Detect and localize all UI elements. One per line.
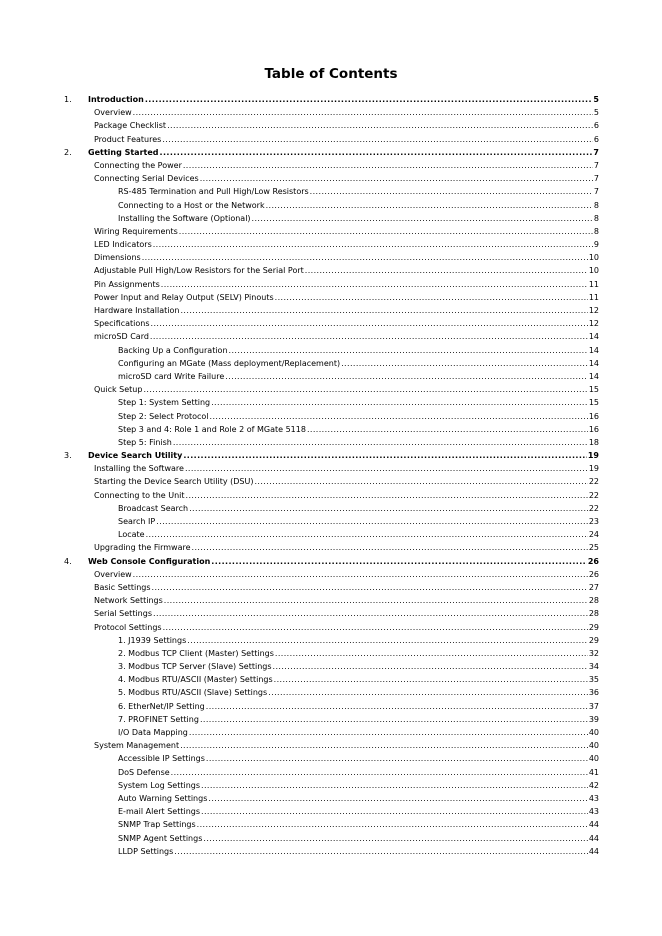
toc-entry-line (118, 396, 599, 409)
toc-entry-label: Hardware Installation (94, 306, 180, 315)
toc-entry-line (94, 291, 599, 304)
toc-page-number: 14 (588, 358, 599, 368)
toc-entry-line (118, 423, 599, 436)
toc-page-number: 6 (593, 134, 599, 144)
toc-page-number: 11 (588, 292, 599, 302)
toc-entry-label: microSD Card (94, 332, 149, 342)
toc-page-number: 27 (588, 582, 599, 592)
toc-entry-label: Backing Up a Configuration (118, 345, 228, 355)
toc-entry-label: DoS Defense (118, 767, 170, 777)
toc-entry-label: 6. EtherNet/IP Setting (118, 701, 205, 711)
toc-entry-label: Step 3 and 4: Role 1 and Role 2 of MGate 5118 (118, 424, 306, 434)
toc-dot-leader (180, 304, 587, 317)
toc-entry-line (118, 199, 599, 212)
toc-entry-label: Step 2: Select Protocol (118, 411, 209, 421)
toc-entry-label: Search IP (118, 517, 156, 526)
toc-page-number: 15 (588, 385, 599, 395)
toc-entry[interactable] (0, 607, 662, 620)
toc-dot-leader (206, 700, 588, 713)
toc-entry-line (118, 805, 599, 818)
toc-dot-leader (163, 621, 588, 634)
toc-entry-label: Connecting to the Unit (94, 490, 185, 500)
toc-entry-label: 2. Modbus TCP Client (Master) Settings (118, 648, 274, 658)
toc-entry-label: Connecting the Power (94, 160, 182, 170)
toc-page-number: 12 (588, 319, 599, 329)
toc-entry-line (118, 528, 599, 541)
toc-page-number: 16 (588, 424, 599, 434)
toc-entry-label: Power Input and Relay Output (SELV) Pinouts (94, 292, 274, 302)
toc-page-number: 42 (588, 780, 599, 790)
toc-entry-label: SNMP Agent Settings (118, 833, 203, 843)
toc-entry-line (94, 225, 599, 238)
toc-dot-leader (200, 713, 588, 726)
toc-dot-leader (183, 449, 587, 462)
toc-page-number: 8 (593, 226, 599, 236)
toc-entry-line (118, 647, 599, 660)
toc-page-number: 26 (587, 556, 599, 566)
toc-entry[interactable] (0, 330, 662, 343)
toc-entry-label: Accessible IP Settings (118, 754, 205, 764)
toc-dot-leader (152, 581, 588, 594)
toc-entry-label: Installing the Software (Optional) (118, 213, 251, 223)
toc-entry[interactable] (0, 278, 662, 291)
toc-entry-line (88, 146, 599, 159)
page-title: Table of Contents (264, 66, 398, 82)
toc-entry[interactable] (0, 185, 662, 198)
toc-entry-label: RS-485 Termination and Pull High/Low Resistors (118, 187, 309, 197)
toc-entry[interactable] (0, 541, 662, 554)
toc-page-number: 41 (588, 767, 599, 777)
toc-page-number: 44 (588, 846, 599, 856)
toc-page-number: 23 (588, 517, 599, 526)
toc-entry-line (94, 739, 599, 752)
toc-entry-line (118, 515, 599, 528)
toc-dot-leader (160, 146, 593, 159)
toc-entry-line (94, 462, 599, 475)
toc-dot-leader (266, 199, 593, 212)
toc-entry[interactable] (0, 238, 662, 251)
toc-entry-label: Connecting to a Host or the Network (118, 200, 265, 210)
toc-dot-leader (179, 225, 593, 238)
toc-page-number: 8 (593, 213, 599, 223)
toc-page-number: 16 (588, 411, 599, 421)
toc-entry[interactable] (0, 159, 662, 172)
toc-dot-leader (252, 212, 593, 225)
toc-page-number: 14 (588, 371, 599, 381)
toc-dot-leader (192, 541, 588, 554)
toc-entry-line (94, 621, 599, 634)
toc-entry-line (94, 119, 599, 132)
toc-page-number: 24 (588, 530, 599, 540)
toc-entry-label: System Log Settings (118, 780, 201, 790)
toc-entry-label: Adjustable Pull High/Low Resistors for the Serial Port (94, 266, 304, 276)
toc-entry-label: Overview (94, 108, 132, 118)
toc-page-number: 40 (588, 741, 599, 751)
toc-entry-label: Step 1: System Setting (118, 398, 211, 408)
toc-entry[interactable] (0, 713, 662, 726)
toc-page-number: 15 (588, 398, 599, 408)
toc-dot-leader (164, 594, 588, 607)
toc-entry[interactable] (0, 766, 662, 779)
toc-page-number: 28 (588, 596, 599, 606)
toc-entry[interactable] (0, 383, 662, 396)
toc-entry-label: Specifications (94, 319, 150, 329)
toc-entry-label: Configuring an MGate (Mass deployment/Replacement) (118, 358, 341, 368)
toc-dot-leader (153, 607, 588, 620)
toc-entry-line (118, 818, 599, 831)
toc-entry-label: System Management (94, 741, 180, 751)
toc-entry-line (88, 555, 599, 568)
toc-entry-line (94, 594, 599, 607)
toc-entry[interactable] (0, 832, 662, 845)
toc-entry[interactable] (0, 146, 662, 159)
toc-dot-leader (133, 568, 588, 581)
toc-dot-leader (210, 410, 588, 423)
toc-entry[interactable] (0, 489, 662, 502)
toc-entry-line (118, 792, 599, 805)
toc-dot-leader (275, 647, 588, 660)
toc-entry[interactable] (0, 634, 662, 647)
toc-entry-line (94, 383, 599, 396)
toc-dot-leader (211, 396, 588, 409)
toc-dot-leader (173, 436, 588, 449)
toc-page-number: 22 (588, 477, 599, 487)
toc-entry[interactable] (0, 304, 662, 317)
toc-chapter-number: 3. (64, 451, 72, 461)
toc-page-number: 26 (588, 569, 599, 579)
toc-entry-label: Package Checklist (94, 121, 167, 131)
toc-dot-leader (208, 792, 587, 805)
toc-page-number: 44 (588, 820, 599, 830)
toc-entry[interactable] (0, 317, 662, 330)
toc-entry-line (94, 304, 599, 317)
table-of-contents (0, 93, 662, 858)
toc-entry-label: Network Settings (94, 596, 163, 606)
toc-entry-line (94, 251, 599, 264)
toc-entry[interactable] (0, 357, 662, 370)
toc-entry-label: Web Console Configuration (88, 556, 211, 566)
toc-page-number: 35 (588, 675, 599, 685)
toc-entry-label: LLDP Settings (118, 846, 174, 856)
toc-chapter-number: 2. (64, 147, 72, 157)
toc-entry[interactable] (0, 752, 662, 765)
toc-entry-label: Installing the Software (94, 464, 184, 474)
toc-dot-leader (203, 832, 587, 845)
toc-page-number: 7 (593, 174, 599, 184)
toc-dot-leader (142, 251, 588, 264)
toc-entry-line (118, 752, 599, 765)
toc-page-number: 8 (593, 200, 599, 210)
toc-dot-leader (171, 766, 588, 779)
toc-entry-label: Dimensions (94, 253, 141, 263)
toc-entry[interactable] (0, 647, 662, 660)
toc-page-number: 19 (587, 451, 599, 461)
toc-entry[interactable] (0, 344, 662, 357)
toc-entry-label: Basic Settings (94, 582, 151, 592)
toc-page-number: 43 (588, 793, 599, 803)
toc-entry-label: Introduction (88, 95, 144, 104)
toc-entry[interactable] (0, 805, 662, 818)
toc-entry[interactable] (0, 779, 662, 792)
toc-entry-label: Overview (94, 569, 132, 579)
toc-entry[interactable] (0, 225, 662, 238)
toc-entry-line (94, 330, 599, 343)
toc-page-number: 11 (588, 279, 599, 289)
toc-dot-leader (187, 634, 588, 647)
toc-entry[interactable] (0, 396, 662, 409)
toc-entry[interactable] (0, 594, 662, 607)
toc-entry[interactable] (0, 475, 662, 488)
toc-entry[interactable] (0, 673, 662, 686)
toc-entry[interactable] (0, 621, 662, 634)
toc-entry[interactable] (0, 199, 662, 212)
toc-entry[interactable] (0, 581, 662, 594)
toc-dot-leader (275, 291, 588, 304)
toc-page-number: 37 (588, 701, 599, 711)
toc-entry[interactable] (0, 106, 662, 119)
toc-page-number: 22 (588, 490, 599, 500)
toc-entry[interactable] (0, 172, 662, 185)
toc-entry-label: Protocol Settings (94, 622, 162, 632)
toc-entry-line (118, 502, 599, 515)
toc-page-number: 10 (588, 266, 599, 276)
toc-page-number: 18 (588, 437, 599, 447)
toc-entry-label: Device Search Utility (88, 451, 183, 461)
toc-entry[interactable] (0, 515, 662, 528)
toc-entry-line (94, 159, 599, 172)
toc-entry[interactable] (0, 660, 662, 673)
toc-dot-leader (341, 357, 588, 370)
toc-entry-label: microSD card Write Failure (118, 371, 225, 381)
toc-page-number: 40 (588, 728, 599, 737)
toc-entry[interactable] (0, 119, 662, 132)
toc-entry[interactable] (0, 686, 662, 699)
toc-dot-leader (180, 739, 588, 752)
toc-entry-line (118, 726, 599, 739)
toc-entry[interactable] (0, 449, 662, 462)
toc-dot-leader (307, 423, 588, 436)
toc-dot-leader (197, 818, 588, 831)
toc-dot-leader (189, 502, 588, 515)
toc-entry-label: Upgrading the Firmware (94, 543, 191, 553)
toc-dot-leader (174, 845, 588, 858)
toc-entry-line (94, 541, 599, 554)
toc-dot-leader (225, 370, 588, 383)
toc-entry-line (88, 93, 599, 106)
toc-chapter-number: 1. (64, 95, 72, 104)
toc-dot-leader (273, 660, 588, 673)
toc-dot-leader (161, 278, 588, 291)
toc-entry[interactable] (0, 370, 662, 383)
toc-entry[interactable] (0, 251, 662, 264)
toc-page-number: 14 (588, 345, 599, 355)
toc-entry-line (88, 449, 599, 462)
toc-entry-line (118, 700, 599, 713)
toc-entry-line (94, 133, 599, 146)
toc-dot-leader (201, 805, 588, 818)
toc-entry[interactable] (0, 739, 662, 752)
toc-entry-label: Auto Warning Settings (118, 793, 208, 803)
toc-entry-line (118, 845, 599, 858)
toc-entry-label: Step 5: Finish (118, 437, 172, 447)
toc-page-number: 32 (588, 648, 599, 658)
toc-entry-label: Getting Started (88, 147, 159, 157)
toc-entry-label: Connecting Serial Devices (94, 174, 199, 184)
toc-page-number: 12 (588, 306, 599, 315)
toc-entry-label: 7. PROFINET Setting (118, 714, 199, 724)
toc-dot-leader (189, 726, 588, 739)
toc-page-number: 19 (588, 464, 599, 474)
toc-entry[interactable] (0, 845, 662, 858)
toc-dot-leader (254, 475, 587, 488)
toc-dot-leader (186, 489, 588, 502)
toc-entry-line (118, 357, 599, 370)
toc-dot-leader (211, 555, 587, 568)
toc-entry-label: E-mail Alert Settings (118, 807, 201, 817)
toc-page-number: 29 (588, 635, 599, 645)
toc-entry-label: Wiring Requirements (94, 226, 178, 236)
toc-entry-line (94, 475, 599, 488)
toc-page-number: 5 (593, 95, 599, 104)
toc-entry-line (118, 779, 599, 792)
toc-entry-line (118, 766, 599, 779)
toc-dot-leader (200, 172, 593, 185)
toc-page-number: 7 (593, 187, 599, 197)
toc-entry-label: SNMP Trap Settings (118, 820, 196, 830)
toc-entry-label: 3. Modbus TCP Server (Slave) Settings (118, 662, 272, 672)
toc-entry-line (118, 660, 599, 673)
toc-entry-label: Locate (118, 530, 145, 540)
toc-entry-label: Broadcast Search (118, 503, 189, 513)
toc-page-number: 5 (593, 108, 599, 118)
toc-entry-line (118, 344, 599, 357)
toc-page-number: 40 (588, 754, 599, 764)
toc-entry-line (94, 264, 599, 277)
toc-page-number: 43 (588, 807, 599, 817)
toc-entry-line (118, 410, 599, 423)
toc-dot-leader (133, 106, 593, 119)
toc-entry-label: Product Features (94, 134, 162, 144)
toc-entry-line (118, 686, 599, 699)
toc-entry-label: 4. Modbus RTU/ASCII (Master) Settings (118, 675, 273, 685)
toc-entry-line (118, 713, 599, 726)
toc-entry-label: 1. J1939 Settings (118, 635, 187, 645)
toc-entry[interactable] (0, 212, 662, 225)
toc-entry[interactable] (0, 726, 662, 739)
toc-page-number: 6 (593, 121, 599, 131)
toc-dot-leader (145, 93, 593, 106)
toc-page-number: 39 (588, 714, 599, 724)
toc-chapter-number: 4. (64, 556, 72, 566)
toc-dot-leader (206, 752, 588, 765)
toc-entry-line (118, 673, 599, 686)
toc-entry-label: Serial Settings (94, 609, 152, 619)
toc-entry-line (94, 278, 599, 291)
toc-dot-leader (146, 528, 588, 541)
toc-entry-line (118, 185, 599, 198)
toc-dot-leader (143, 383, 587, 396)
toc-entry-line (94, 568, 599, 581)
toc-entry-label: 5. Modbus RTU/ASCII (Slave) Settings (118, 688, 268, 698)
toc-dot-leader (229, 344, 588, 357)
toc-dot-leader (274, 673, 588, 686)
toc-entry[interactable] (0, 792, 662, 805)
toc-dot-leader (268, 686, 588, 699)
toc-page-number: 14 (588, 332, 599, 342)
toc-entry[interactable] (0, 423, 662, 436)
toc-entry[interactable] (0, 93, 662, 106)
toc-entry-line (94, 238, 599, 251)
toc-dot-leader (153, 238, 593, 251)
toc-entry-line (118, 832, 599, 845)
toc-dot-leader (167, 119, 593, 132)
toc-entry[interactable] (0, 291, 662, 304)
toc-entry-line (118, 436, 599, 449)
toc-page-number: 7 (593, 147, 599, 157)
toc-page-number: 25 (588, 543, 599, 553)
toc-dot-leader (185, 462, 588, 475)
toc-entry[interactable] (0, 462, 662, 475)
toc-page-number: 28 (588, 609, 599, 619)
toc-entry-line (94, 489, 599, 502)
toc-entry[interactable] (0, 410, 662, 423)
toc-page-number: 22 (588, 503, 599, 513)
toc-dot-leader (183, 159, 593, 172)
toc-page-number: 10 (588, 253, 599, 263)
toc-entry[interactable] (0, 436, 662, 449)
toc-entry-line (94, 317, 599, 330)
toc-entry[interactable] (0, 700, 662, 713)
toc-entry-line (118, 634, 599, 647)
toc-entry-line (94, 607, 599, 620)
toc-entry[interactable] (0, 133, 662, 146)
toc-entry-label: Pin Assignments (94, 279, 160, 289)
toc-dot-leader (310, 185, 593, 198)
toc-entry-label: LED Indicators (94, 240, 152, 250)
toc-entry[interactable] (0, 264, 662, 277)
toc-entry-label: Starting the Device Search Utility (DSU) (94, 477, 254, 487)
toc-dot-leader (162, 133, 593, 146)
toc-entry[interactable] (0, 568, 662, 581)
toc-page-number: 34 (588, 662, 599, 672)
toc-entry[interactable] (0, 528, 662, 541)
toc-entry-line (94, 581, 599, 594)
toc-entry-label: I/O Data Mapping (118, 728, 188, 737)
toc-page-number: 9 (593, 240, 599, 250)
toc-page-number: 36 (588, 688, 599, 698)
toc-entry-line (118, 370, 599, 383)
toc-dot-leader (201, 779, 588, 792)
toc-entry[interactable] (0, 502, 662, 515)
toc-entry-line (94, 172, 599, 185)
toc-dot-leader (305, 264, 588, 277)
toc-page-number: 44 (588, 833, 599, 843)
toc-dot-leader (150, 330, 588, 343)
toc-page-number: 7 (593, 160, 599, 170)
toc-page-number: 29 (588, 622, 599, 632)
toc-dot-leader (151, 317, 588, 330)
toc-entry[interactable] (0, 555, 662, 568)
toc-entry-line (94, 106, 599, 119)
toc-entry-line (118, 212, 599, 225)
toc-entry-label: Quick Setup (94, 385, 143, 395)
toc-dot-leader (156, 515, 588, 528)
toc-entry[interactable] (0, 818, 662, 831)
